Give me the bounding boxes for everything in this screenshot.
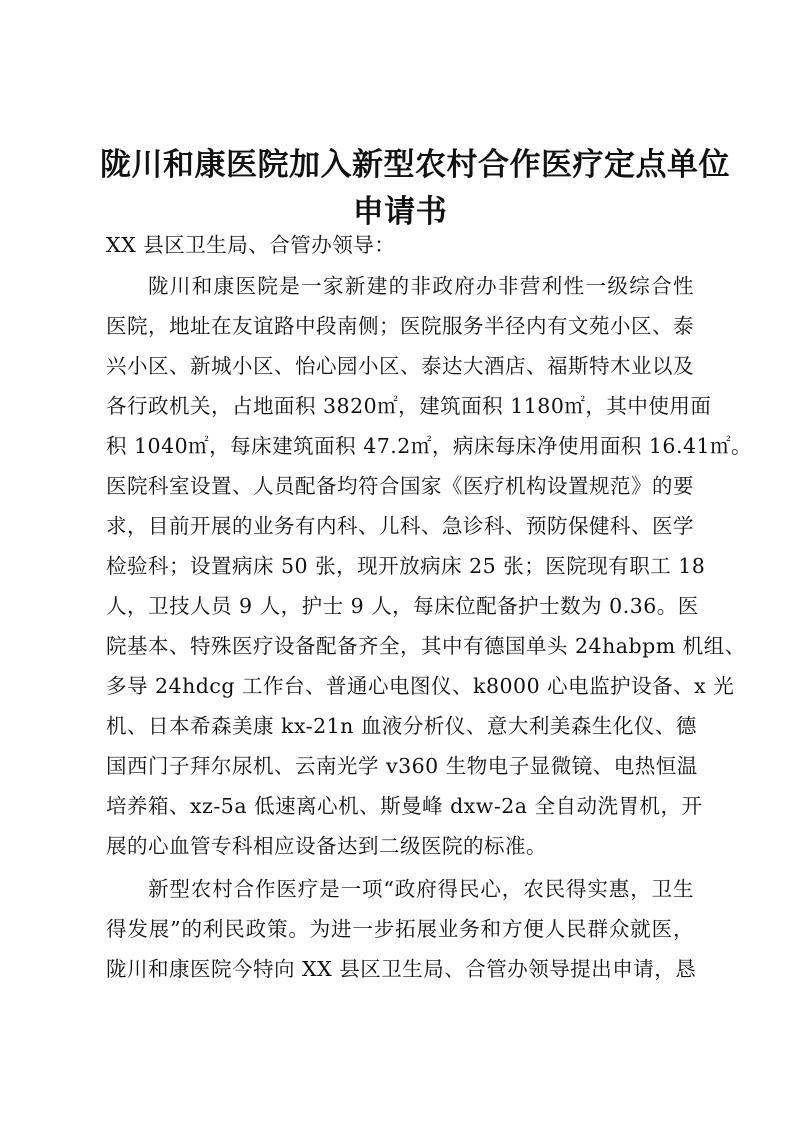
paragraph-1-line-4: 各行政机关，占地面积 3820㎡，建筑面积 1180㎡，其中使用面 bbox=[106, 394, 712, 418]
paragraph-1-line-8: 检验科；设置病床 50 张，现开放病床 25 张；医院现有职工 18 bbox=[106, 554, 706, 578]
document-title-line-1: 陇川和康医院加入新型农村合作医疗定点单位 bbox=[100, 147, 730, 183]
paragraph-1-line-13: 国西门子拜尔尿机、云南光学 v360 生物电子显微镜、电热恒温 bbox=[106, 754, 698, 778]
paragraph-1-line-12: 机、日本希森美康 kx-21n 血液分析仪、意大利美森生化仪、德 bbox=[106, 714, 697, 738]
paragraph-2-line-2: 得发展”的利民政策。为进一步拓展业务和方便人民群众就医， bbox=[106, 917, 694, 941]
document-title-line-2: 申请书 bbox=[352, 194, 448, 230]
paragraph-1-line-14: 培养箱、xz-5a 低速离心机、斯曼峰 dxw-2a 全自动洗胃机，开 bbox=[106, 794, 703, 818]
paragraph-1-line-6: 医院科室设置、人员配备均符合国家《医疗机构设置规范》的要 bbox=[106, 474, 694, 498]
paragraph-1-line-3: 兴小区、新城小区、怡心园小区、泰达大酒店、福斯特木业以及 bbox=[106, 354, 694, 378]
paragraph-1-line-2: 医院，地址在友谊路中段南侧；医院服务半径内有文苑小区、泰 bbox=[106, 314, 694, 338]
paragraph-1-line-7: 求，目前开展的业务有内科、儿科、急诊科、预防保健科、医学 bbox=[106, 514, 694, 538]
paragraph-1-line-10: 院基本、特殊医疗设备配备齐全，其中有德国单头 24habpm 机组、 bbox=[106, 634, 746, 658]
paragraph-1-line-5: 积 1040㎡，每床建筑面积 47.2㎡，病床每床净使用面积 16.41㎡。 bbox=[106, 434, 753, 458]
paragraph-1-line-1: 陇川和康医院是一家新建的非政府办非营利性一级综合性 bbox=[148, 274, 694, 298]
paragraph-2-line-1: 新型农村合作医疗是一项“政府得民心，农民得实惠，卫生 bbox=[148, 877, 694, 901]
salutation: XX 县区卫生局、合管办领导： bbox=[106, 233, 396, 257]
paragraph-2-line-3: 陇川和康医院今特向 XX 县区卫生局、合管办领导提出申请，恳 bbox=[106, 957, 697, 981]
paragraph-1-line-11: 多导 24hdcg 工作台、普通心电图仪、k8000 心电监护设备、x 光 bbox=[106, 674, 735, 698]
paragraph-1-line-9: 人，卫技人员 9 人，护士 9 人，每床位配备护士数为 0.36。医 bbox=[106, 594, 699, 618]
paragraph-1-line-15: 展的心血管专科相应设备达到二级医院的标准。 bbox=[106, 834, 547, 858]
